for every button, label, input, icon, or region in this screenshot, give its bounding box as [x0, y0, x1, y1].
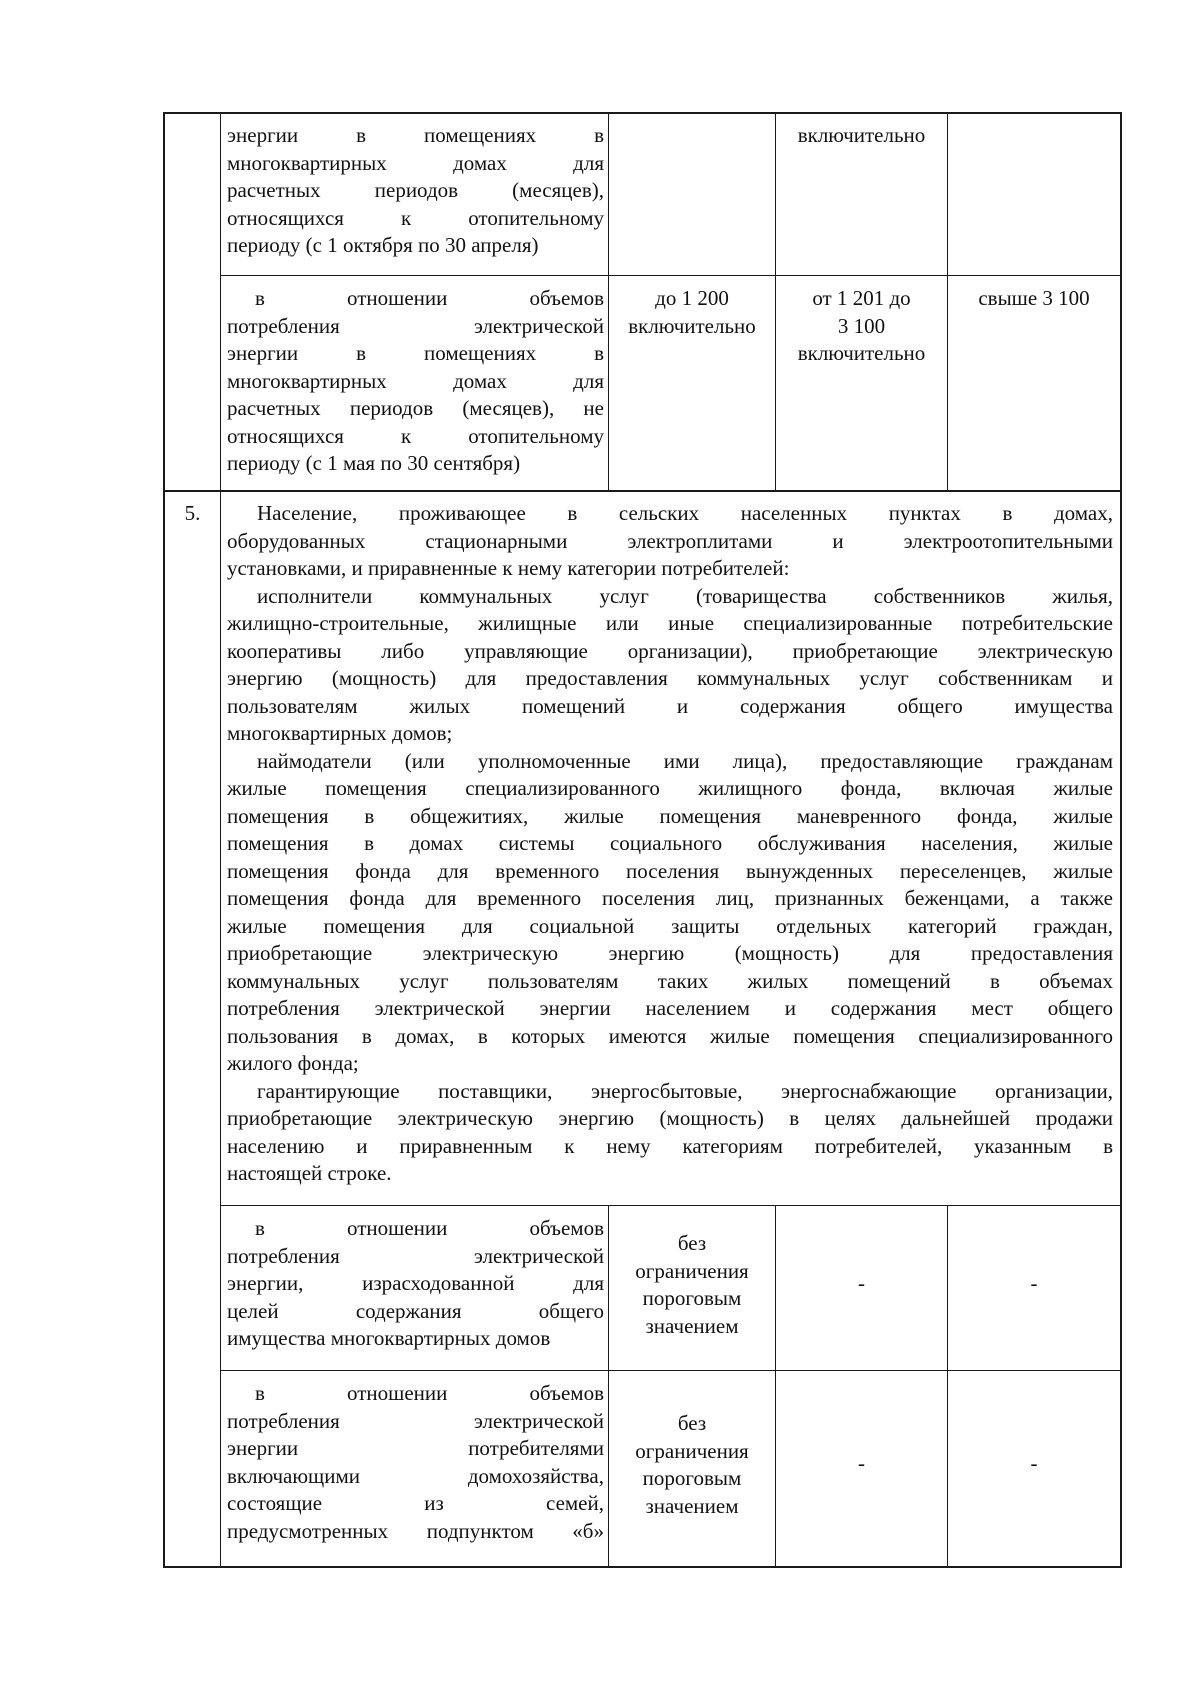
text-line: приобретающие электрическую энергию (мощность) в целях дальнейшей продажи — [227, 1106, 1113, 1130]
text-line: установками, и приравненные к нему категории потребителей: — [227, 556, 790, 580]
text-line: значением — [645, 1313, 739, 1338]
text-line: без — [677, 1231, 707, 1255]
row-b-col3: свыше 3 100 — [978, 286, 1090, 310]
text-line: кооперативы либо управляющие организации), приобретающие электрическую — [227, 638, 1113, 663]
row-b-description — [227, 285, 604, 478]
row-d-description — [227, 1380, 604, 1545]
text-line: включающими домохозяйства, — [227, 1463, 604, 1488]
text-line: в отношении объемов — [255, 1216, 604, 1240]
text-line: от 1 201 до — [812, 286, 911, 310]
text-line: многоквартирных домах для — [227, 150, 604, 175]
text-line: имущества многоквартирных домов — [227, 1326, 551, 1350]
text-line: включительно — [797, 341, 926, 365]
text-line: энергии, израсходованной для — [227, 1271, 604, 1295]
row-c-col2: - — [858, 1271, 865, 1295]
text-line: потребления электрической — [227, 313, 604, 338]
text-line: целей содержания общего — [227, 1298, 604, 1323]
text-line: значением — [645, 1493, 739, 1518]
text-line: расчетных периодов (месяцев), не — [227, 396, 604, 420]
text-line: многоквартирных домах для — [227, 368, 604, 393]
text-line: пороговым — [642, 1466, 742, 1490]
text-line: жилые помещения для социальной защиты отдельных категорий граждан, — [227, 913, 1113, 938]
row-b-col1 — [609, 285, 775, 340]
text-line: Население, проживающее в сельских населенных пунктах в домах, — [257, 501, 1113, 525]
table-border-bottom — [163, 1566, 1121, 1568]
text-line: ограничения — [635, 1258, 749, 1283]
text-line: наймодатели (или уполномоченные ими лица), предоставляющие гражданам — [257, 748, 1113, 773]
text-line: расчетных периодов (месяцев), — [227, 178, 604, 202]
text-line: периоду (с 1 октября по 30 апреля) — [227, 233, 539, 257]
row-d-col2: - — [858, 1451, 865, 1475]
text-line: настоящей строке. — [227, 1161, 392, 1185]
text-line: включительно — [628, 313, 756, 338]
text-line: жилищно-строительные, жилищные или иные специализированные потребительские — [227, 611, 1113, 635]
text-line: энергии в помещениях в — [227, 341, 604, 365]
row-divider-5-c — [220, 1205, 1121, 1206]
text-line: относящихся к отопительному — [227, 205, 604, 230]
column-divider-3-bottom — [947, 1205, 948, 1567]
text-line: без — [677, 1411, 707, 1435]
text-line: относящихся к отопительному — [227, 423, 604, 448]
table-border-right — [1120, 112, 1122, 1568]
text-line: состоящие из семей, — [227, 1491, 604, 1515]
text-line: в отношении объемов — [255, 1381, 604, 1405]
text-line: энергии потребителями — [227, 1436, 604, 1460]
text-line: гарантирующие поставщики, энергосбытовые, энергоснабжающие организации, — [257, 1078, 1113, 1103]
text-line: коммунальных услуг пользователям таких жилых помещений в объемах — [227, 968, 1113, 993]
text-line: пороговым — [642, 1286, 742, 1310]
text-line: потребления электрической — [227, 1408, 604, 1433]
row-5-number: 5. — [184, 501, 201, 525]
text-line: приобретающие электрическую энергию (мощность) для предоставления — [227, 941, 1113, 965]
text-line: помещения фонда для временного поселения вынужденных переселенцев, жилые — [227, 858, 1113, 883]
row-d-col1 — [609, 1410, 775, 1520]
text-line: энергию (мощность) для предоставления коммунальных услуг собственникам и — [227, 666, 1113, 690]
row-divider-b-5 — [163, 490, 1121, 492]
row-a-col2: включительно — [797, 123, 926, 147]
row-c-description — [227, 1215, 604, 1353]
row-c-col1 — [609, 1230, 775, 1340]
text-line: многоквартирных домов; — [227, 721, 453, 745]
text-line: населению и приравненным к нему категориям потребителей, указанным в — [227, 1133, 1113, 1158]
text-line: жилые помещения специализированного жилищного фонда, включая жилые — [227, 776, 1113, 800]
row-d-col3: - — [1030, 1451, 1038, 1475]
row-b-col2 — [776, 285, 947, 368]
row-divider-c-d — [220, 1370, 1121, 1371]
table-border-top — [163, 112, 1121, 114]
text-line: до 1 200 — [655, 286, 729, 310]
table-border-left — [163, 112, 165, 1568]
row-a-description — [227, 122, 604, 260]
text-line: исполнители коммунальных услуг (товарищества собственников жилья, — [257, 583, 1113, 608]
text-line: жилого фонда; — [227, 1051, 359, 1075]
text-line: помещения фонда для временного поселения лиц, признанных беженцами, а также — [227, 886, 1113, 910]
text-line: энергии в помещениях в — [227, 123, 604, 147]
column-divider-2-bottom — [775, 1205, 776, 1567]
text-line: оборудованных стационарными электроплитами и электроотопительными — [227, 528, 1113, 553]
text-line: в отношении объемов — [255, 286, 604, 310]
text-line: помещения в общежитиях, жилые помещения маневренного фонда, жилые — [227, 803, 1113, 828]
text-line: пользования в домах, в которых имеются жилые помещения специализированного — [227, 1023, 1113, 1048]
text-line: потребления электрической энергии населением и содержания мест общего — [227, 996, 1113, 1020]
text-line: пользователям жилых помещений и содержания общего имущества — [227, 693, 1113, 718]
row-divider-number-column — [220, 112, 221, 1568]
text-line: 3 100 — [837, 313, 886, 338]
text-line: потребления электрической — [227, 1243, 604, 1268]
row-5-text — [227, 500, 1113, 1188]
text-line: периоду (с 1 мая по 30 сентября) — [227, 451, 521, 475]
row-divider-a-b — [220, 275, 1121, 276]
row-c-col3: - — [1030, 1271, 1038, 1295]
text-line: предусмотренных подпунктом «б» — [227, 1518, 604, 1543]
text-line: помещения в домах системы социального обслуживания населения, жилые — [227, 831, 1113, 855]
text-line: ограничения — [635, 1438, 749, 1463]
